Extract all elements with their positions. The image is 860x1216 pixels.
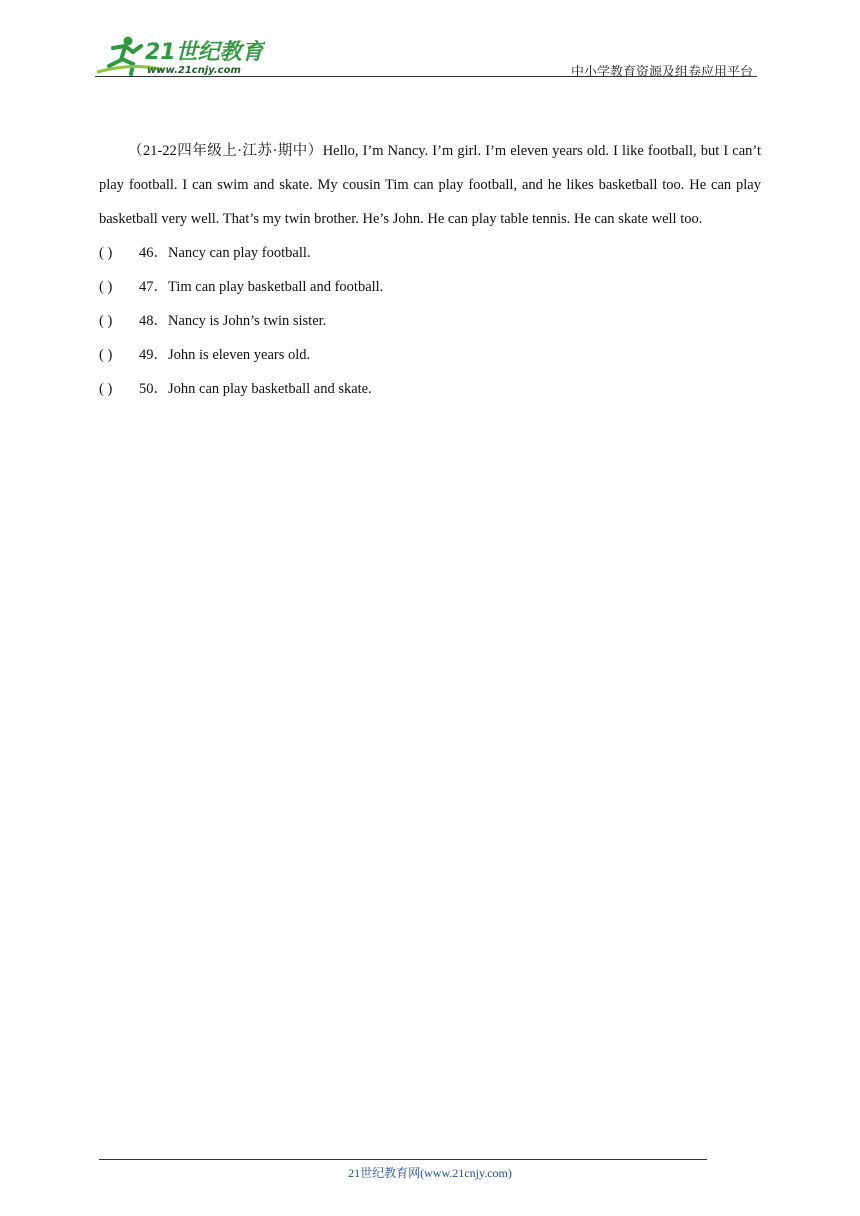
- answer-blank[interactable]: ( ): [99, 347, 113, 363]
- question-47: [99, 270, 761, 304]
- question-number: 46．: [139, 245, 168, 261]
- answer-blank[interactable]: ( ): [99, 381, 113, 397]
- logo-wordmark: 21世纪教育: [145, 40, 264, 65]
- reading-section: [99, 134, 761, 406]
- header-divider: [95, 76, 757, 77]
- question-50: [99, 372, 761, 406]
- platform-title: 中小学教育资源及组卷应用平台: [570, 65, 753, 80]
- question-46: [99, 236, 761, 270]
- question-text: John is eleven years old.: [168, 347, 311, 363]
- reading-passage: [99, 134, 761, 236]
- answer-blank[interactable]: ( ): [99, 279, 113, 295]
- answer-blank[interactable]: ( ): [99, 313, 113, 329]
- question-number: 49．: [139, 347, 168, 363]
- footer-divider: [99, 1159, 707, 1160]
- question-number: 47．: [139, 279, 168, 295]
- question-number: 50．: [139, 381, 168, 397]
- footer-link[interactable]: 21世纪教育网(www.21cnjy.com): [348, 1166, 512, 1180]
- logo-url: www.21cnjy.com: [147, 65, 241, 76]
- question-49: [99, 338, 761, 372]
- page-header: [95, 32, 757, 78]
- passage-source: （21-22四年级上·江苏·期中）: [128, 143, 323, 159]
- question-48: [99, 304, 761, 338]
- runner-logo-icon: [95, 32, 265, 78]
- passage-text: Hello, I’m Nancy. I’m girl. I’m eleven years old. I like football, but I can’t play football. I can swim and skate. My cousin Tim can play football, and he likes basketball too. He can play basketball very well. That’s my twin brother. He’s John. He can play table tennis. He can skate well too.: [99, 143, 761, 227]
- question-number: 48．: [139, 313, 168, 329]
- answer-blank[interactable]: ( ): [99, 245, 113, 261]
- question-text: Nancy can play football.: [168, 245, 311, 261]
- question-text: Nancy is John’s twin sister.: [168, 313, 327, 329]
- question-text: Tim can play basketball and football.: [168, 279, 384, 295]
- logo: [95, 32, 265, 78]
- question-text: John can play basketball and skate.: [168, 381, 372, 397]
